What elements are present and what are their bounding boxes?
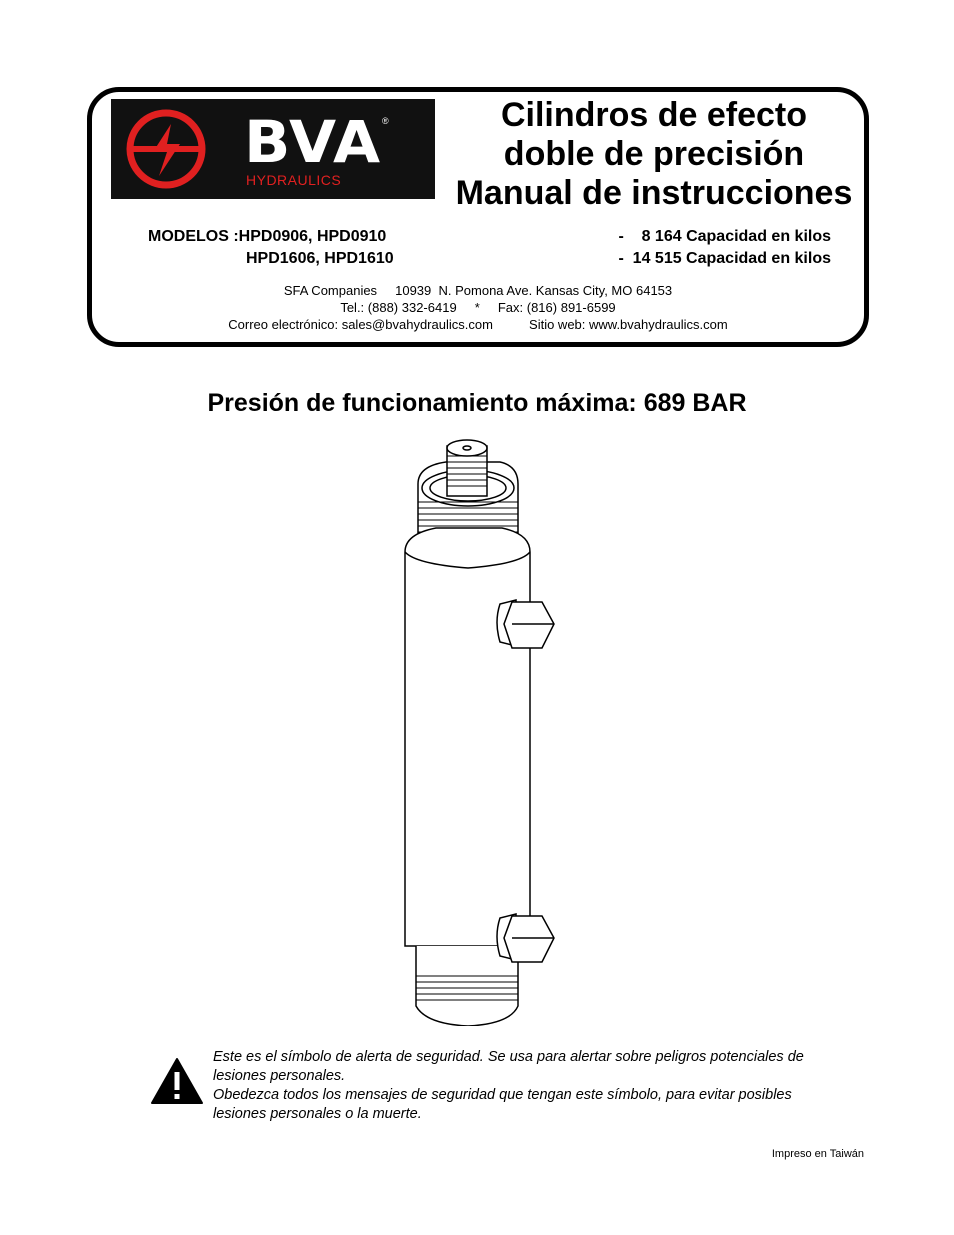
alert-paragraph-2: Obedezca todos los mensajes de seguridad que tengan este símbolo, para evitar posibles lesiones personales o la muerte. xyxy=(213,1087,792,1122)
alert-paragraph-1: Este es el símbolo de alerta de seguridad. Se usa para alertar sobre peligros potenciales de lesiones personales. xyxy=(213,1049,804,1084)
email-web-line: Correo electrónico: sales@bvahydraulics.com Sitio web: www.bvahydraulics.com xyxy=(228,317,728,332)
models-label: MODELOS :HPD0906, HPD0910 xyxy=(148,228,387,245)
title-line-1: Cilindros de efecto xyxy=(500,96,808,134)
title-line-3: Manual de instrucciones xyxy=(455,174,853,212)
models-row-2: HPD1606, HPD1610 xyxy=(246,250,394,267)
contact-info xyxy=(87,282,869,333)
brand-subtitle: HYDRAULICS xyxy=(246,172,342,188)
model-row xyxy=(148,226,848,248)
safety-alert-text xyxy=(213,1048,833,1124)
title-line-2: doble de precisión xyxy=(503,135,805,173)
brand-logo xyxy=(111,99,435,199)
document-title xyxy=(440,96,868,213)
address-line: SFA Companies 10939 N. Pomona Ave. Kansas City, MO 64153 xyxy=(283,283,673,298)
brand-name: BVA xyxy=(244,108,382,176)
registered-mark: ® xyxy=(382,116,389,126)
model-row xyxy=(148,248,848,270)
bva-emblem-icon xyxy=(125,108,207,190)
models-block xyxy=(148,226,848,270)
phone-fax-line: Tel.: (888) 332-6419 * Fax: (816) 891-6599 xyxy=(340,300,616,315)
warning-triangle-icon xyxy=(150,1057,204,1105)
max-pressure-heading: Presión de funcionamiento máxima: 689 BAR xyxy=(207,389,747,417)
capacity-2: - 14 515 Capacidad en kilos xyxy=(618,250,831,267)
cylinder-illustration xyxy=(396,436,566,1026)
printed-in-note: Impreso en Taiwán xyxy=(771,1148,864,1160)
capacity-1: - 8 164 Capacidad en kilos xyxy=(618,228,831,245)
